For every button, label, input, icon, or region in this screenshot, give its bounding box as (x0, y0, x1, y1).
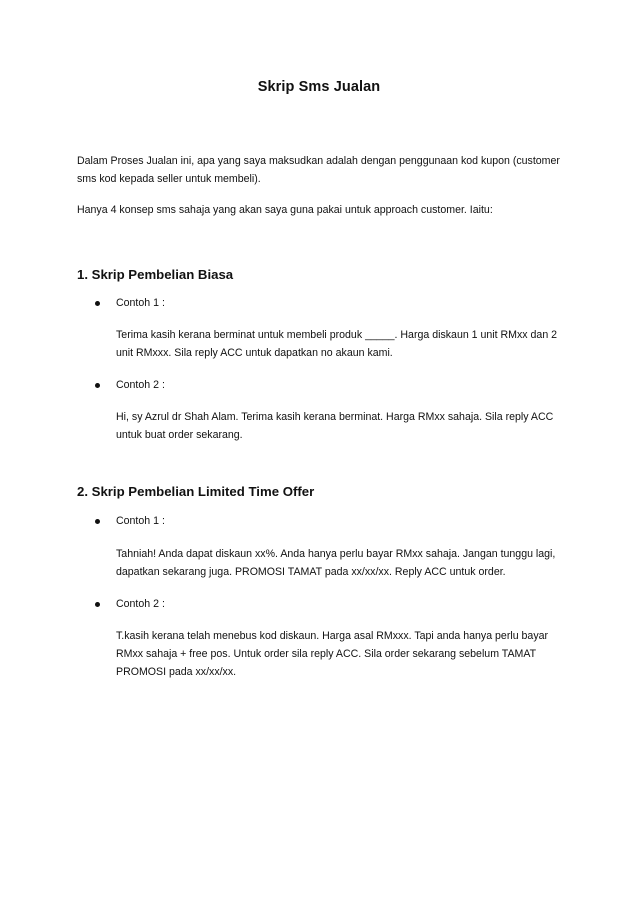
example-label: Contoh 1 : (116, 515, 165, 527)
list-item (95, 297, 165, 309)
example-label: Contoh 2 : (116, 598, 165, 610)
section-heading: 2. Skrip Pembelian Limited Time Offer (77, 484, 315, 499)
example-text: T.kasih kerana telah menebus kod diskaun. Harga asal RMxxx. Tapi anda hanya perlu bayar RMxx sahaja + free pos. Untuk order sila reply ACC. Sila order sekarang sebelum TAMAT PROMOSI pada xx/xx/xx. (116, 630, 549, 678)
list-item (95, 379, 165, 391)
intro-paragraph: Dalam Proses Jualan ini, apa yang saya maksudkan adalah dengan penggunaan kod kupon (customer sms kod kepada seller untuk membeli). (77, 155, 560, 185)
bullet-icon (95, 383, 100, 388)
example-label: Contoh 1 : (116, 297, 165, 309)
bullet-icon (95, 602, 100, 607)
bullet-icon (95, 301, 100, 306)
example-text: Tahniah! Anda dapat diskaun xx%. Anda hanya perlu bayar RMxx sahaja. Jangan tunggu lagi, dapatkan sekarang juga. PROMOSI TAMAT pada xx/xx/xx. Reply ACC untuk order. (116, 548, 556, 578)
example-text: Hi, sy Azrul dr Shah Alam. Terima kasih kerana berminat. Harga RMxx sahaja. Sila reply ACC untuk buat order sekarang. (116, 411, 554, 441)
bullet-icon (95, 519, 100, 524)
example-label: Contoh 2 : (116, 379, 165, 391)
list-item (95, 598, 165, 610)
example-text: Terima kasih kerana berminat untuk membeli produk _____. Harga diskaun 1 unit RMxx dan 2 unit RMxxx. Sila reply ACC untuk dapatkan no akaun kami. (116, 329, 558, 359)
intro-paragraph: Hanya 4 konsep sms sahaja yang akan saya guna pakai untuk approach customer. Iaitu: (77, 204, 493, 216)
list-item (95, 515, 165, 527)
document-title: Skrip Sms Jualan (257, 79, 381, 95)
section-heading: 1. Skrip Pembelian Biasa (77, 267, 234, 282)
